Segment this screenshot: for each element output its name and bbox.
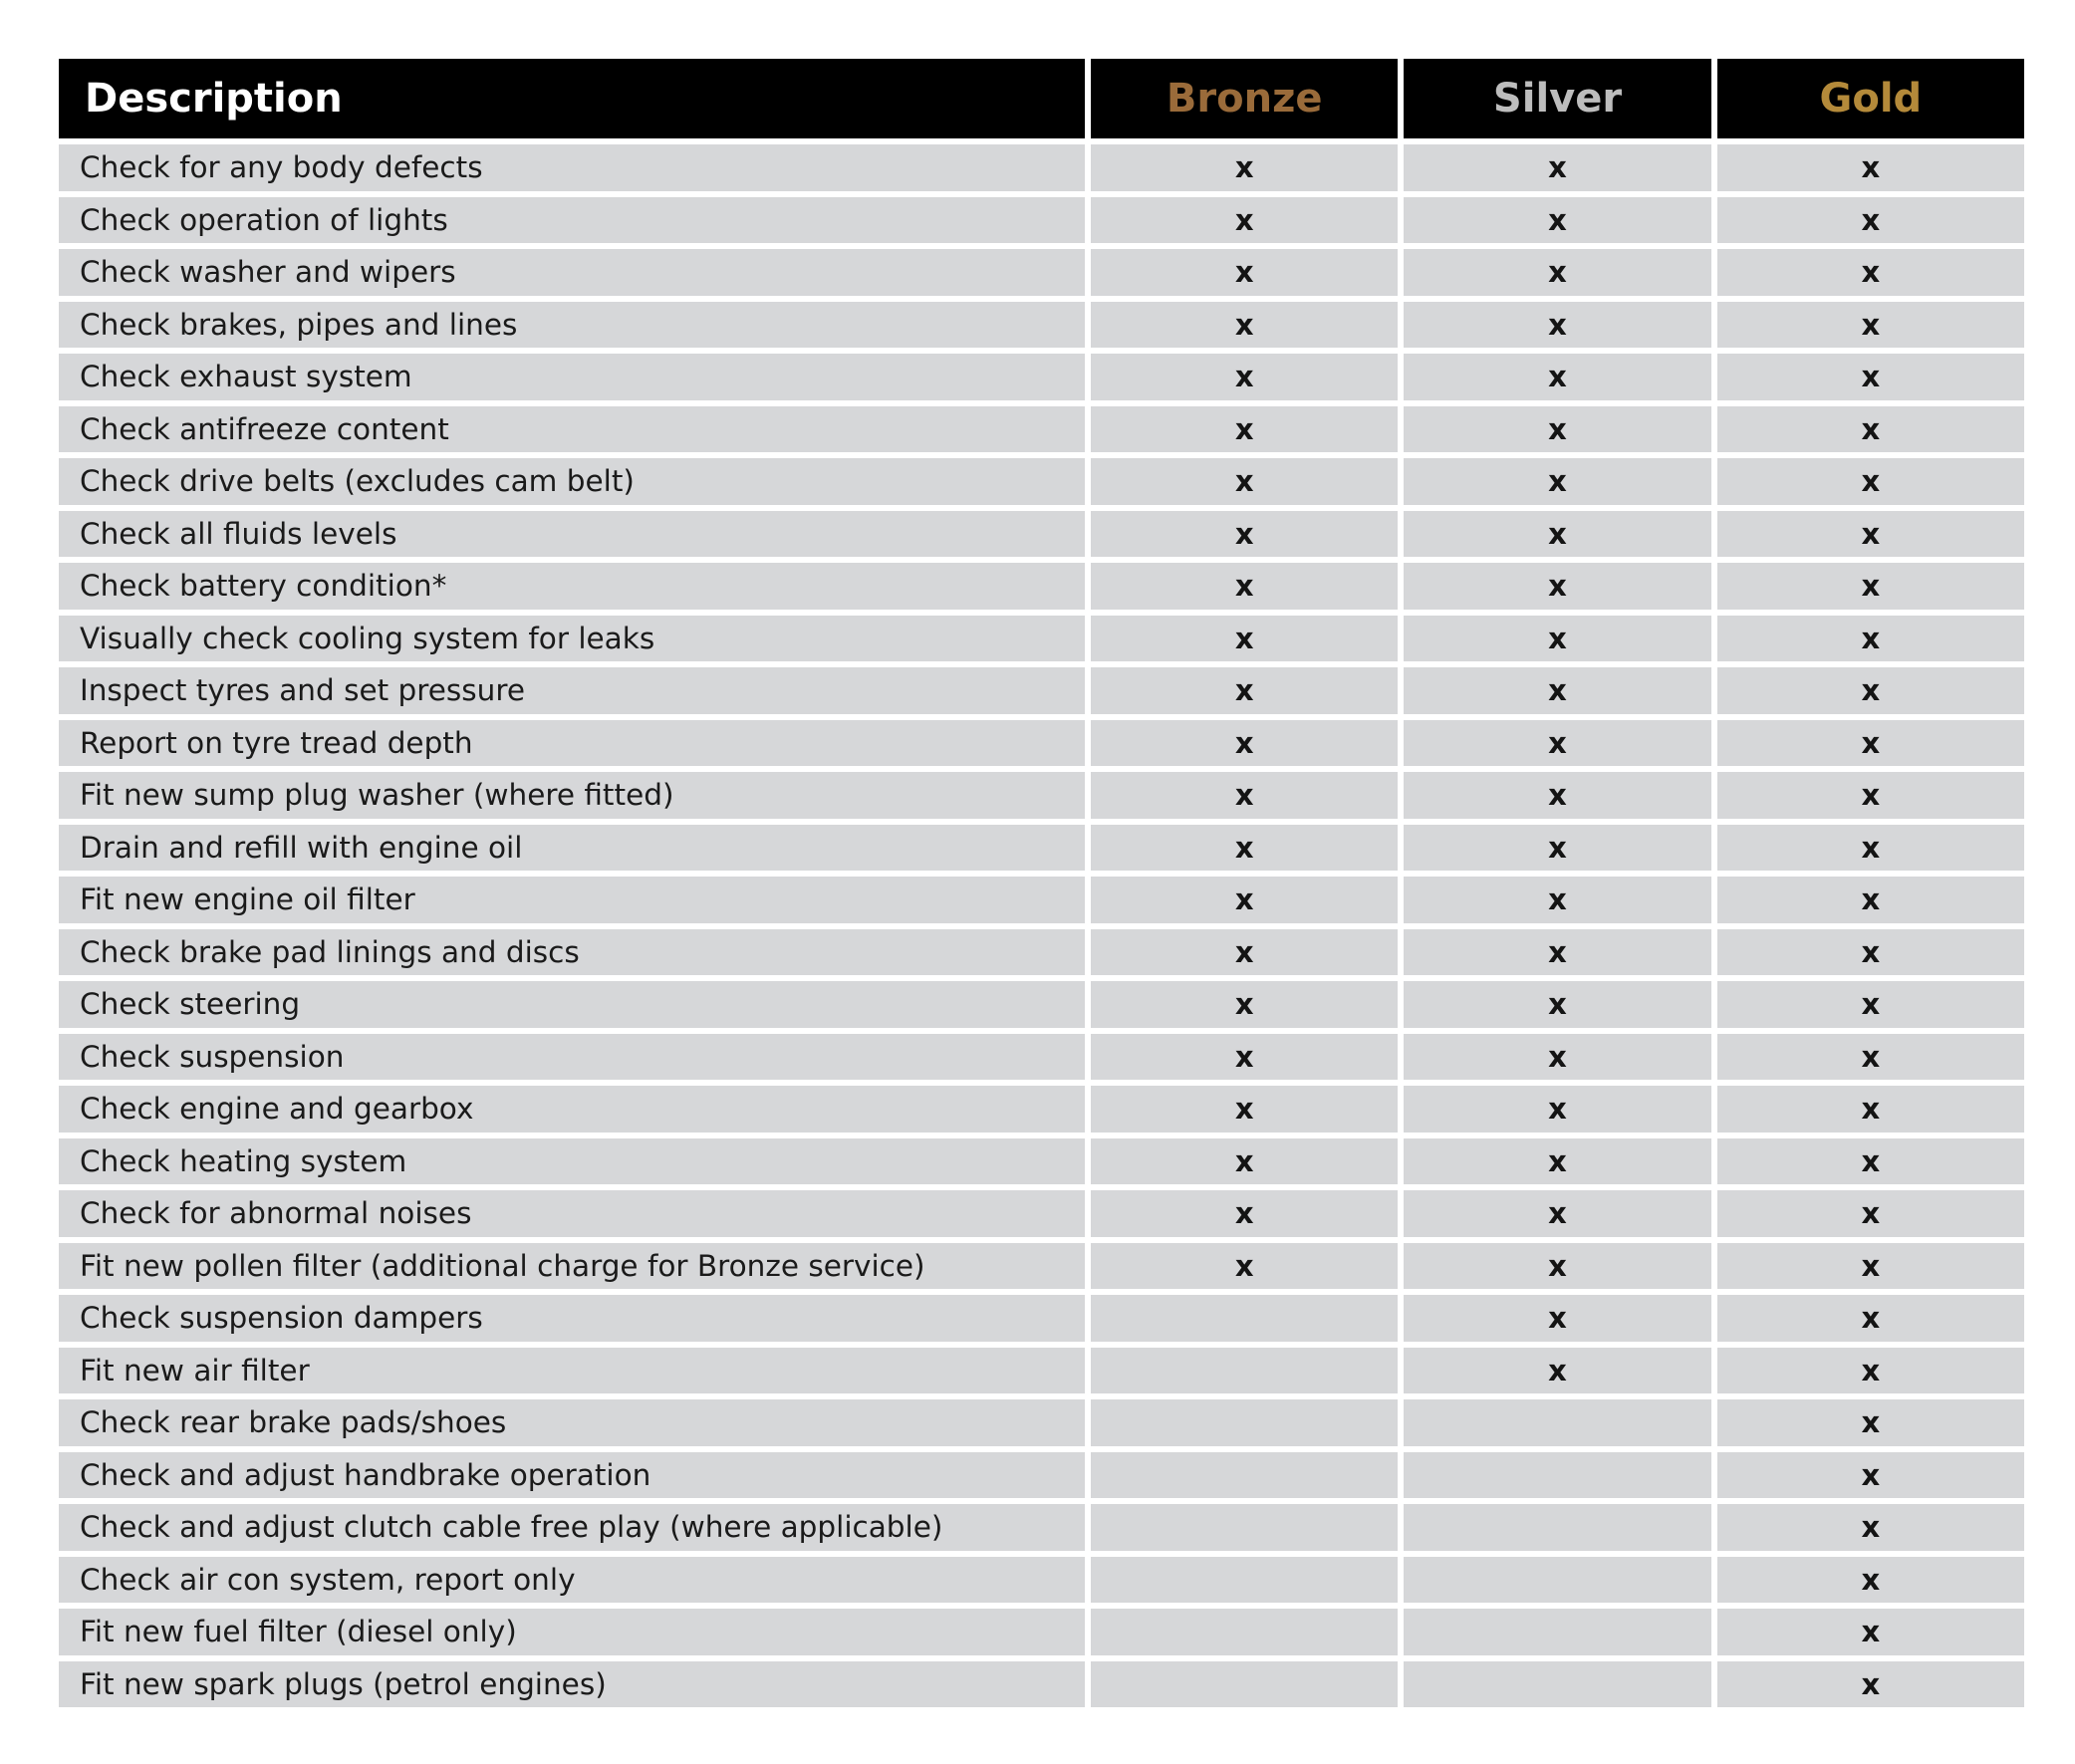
row-description: Check suspension dampers [59,1295,1085,1342]
table-row [59,1348,2024,1394]
table-row [59,1609,2024,1655]
row-description: Fit new spark plugs (petrol engines) [59,1661,1085,1708]
table-row [59,302,2024,349]
cell-bronze-mark: x [1091,1086,1398,1133]
table-row [59,354,2024,400]
cell-gold-mark: x [1717,772,2024,819]
cell-silver-mark: x [1404,1243,1710,1290]
cell-silver-mark: x [1404,981,1710,1028]
cell-gold-mark: x [1717,249,2024,296]
row-description: Check rear brake pads/shoes [59,1399,1085,1446]
cell-silver-mark [1404,1609,1710,1655]
cell-silver-mark: x [1404,511,1710,558]
cell-silver-mark: x [1404,406,1710,453]
service-comparison-table-container [59,59,2024,1707]
table-row [59,1452,2024,1499]
cell-gold-mark: x [1717,1661,2024,1708]
cell-silver-mark: x [1404,1295,1710,1342]
cell-gold-mark: x [1717,616,2024,662]
table-row [59,406,2024,453]
cell-bronze-mark: x [1091,929,1398,976]
cell-bronze-mark: x [1091,511,1398,558]
table-header [59,59,2024,138]
cell-bronze-mark: x [1091,1243,1398,1290]
cell-gold-mark: x [1717,511,2024,558]
cell-silver-mark: x [1404,667,1710,714]
cell-bronze-mark: x [1091,144,1398,191]
cell-bronze-mark: x [1091,877,1398,923]
row-description: Visually check cooling system for leaks [59,616,1085,662]
table-body [59,144,2024,1707]
cell-bronze-mark: x [1091,772,1398,819]
cell-bronze-mark [1091,1609,1398,1655]
table-row [59,825,2024,872]
cell-bronze-mark: x [1091,667,1398,714]
row-description: Check heating system [59,1138,1085,1185]
row-description: Fit new fuel filter (diesel only) [59,1609,1085,1655]
cell-bronze-mark: x [1091,1138,1398,1185]
cell-bronze-mark [1091,1661,1398,1708]
table-row [59,1138,2024,1185]
row-description: Check engine and gearbox [59,1086,1085,1133]
cell-silver-mark: x [1404,616,1710,662]
row-description: Check exhaust system [59,354,1085,400]
cell-silver-mark: x [1404,249,1710,296]
cell-bronze-mark: x [1091,825,1398,872]
cell-silver-mark: x [1404,458,1710,505]
table-row [59,458,2024,505]
cell-silver-mark: x [1404,720,1710,767]
cell-silver-mark: x [1404,825,1710,872]
row-description: Check for any body defects [59,144,1085,191]
table-row [59,1295,2024,1342]
row-description: Check steering [59,981,1085,1028]
cell-bronze-mark: x [1091,197,1398,244]
cell-silver-mark [1404,1452,1710,1499]
table-row [59,929,2024,976]
cell-bronze-mark: x [1091,1034,1398,1081]
cell-bronze-mark: x [1091,1190,1398,1237]
table-row [59,511,2024,558]
cell-silver-mark: x [1404,929,1710,976]
cell-gold-mark: x [1717,197,2024,244]
row-description: Check and adjust clutch cable free play (where applicable) [59,1504,1085,1551]
cell-bronze-mark [1091,1399,1398,1446]
cell-gold-mark: x [1717,144,2024,191]
cell-bronze-mark: x [1091,406,1398,453]
cell-silver-mark: x [1404,1086,1710,1133]
row-description: Check and adjust handbrake operation [59,1452,1085,1499]
cell-silver-mark: x [1404,1138,1710,1185]
row-description: Fit new pollen filter (additional charge for Bronze service) [59,1243,1085,1290]
row-description: Fit new air filter [59,1348,1085,1394]
cell-silver-mark [1404,1399,1710,1446]
cell-gold-mark: x [1717,1086,2024,1133]
header-tier-silver: Silver [1404,59,1710,138]
cell-gold-mark: x [1717,1295,2024,1342]
cell-gold-mark: x [1717,1399,2024,1446]
cell-silver-mark [1404,1661,1710,1708]
cell-gold-mark: x [1717,825,2024,872]
row-description: Check all fluids levels [59,511,1085,558]
table-row [59,197,2024,244]
cell-gold-mark: x [1717,1190,2024,1237]
cell-silver-mark [1404,1557,1710,1604]
table-row [59,981,2024,1028]
cell-gold-mark: x [1717,1138,2024,1185]
header-row [59,59,2024,138]
cell-gold-mark: x [1717,1348,2024,1394]
row-description: Check brakes, pipes and lines [59,302,1085,349]
row-description: Check drive belts (excludes cam belt) [59,458,1085,505]
header-tier-gold: Gold [1717,59,2024,138]
table-row [59,616,2024,662]
table-row [59,1504,2024,1551]
table-row [59,877,2024,923]
row-description: Fit new engine oil filter [59,877,1085,923]
row-description: Check for abnormal noises [59,1190,1085,1237]
table-row [59,1243,2024,1290]
table-row [59,1661,2024,1708]
table-row [59,563,2024,610]
row-description: Inspect tyres and set pressure [59,667,1085,714]
table-row [59,1557,2024,1604]
row-description: Check antifreeze content [59,406,1085,453]
cell-gold-mark: x [1717,1243,2024,1290]
cell-gold-mark: x [1717,929,2024,976]
header-description: Description [59,59,1085,138]
cell-silver-mark: x [1404,1348,1710,1394]
cell-silver-mark: x [1404,302,1710,349]
cell-gold-mark: x [1717,720,2024,767]
cell-gold-mark: x [1717,877,2024,923]
cell-bronze-mark: x [1091,354,1398,400]
cell-silver-mark: x [1404,1190,1710,1237]
cell-bronze-mark: x [1091,616,1398,662]
cell-bronze-mark: x [1091,458,1398,505]
table-row [59,720,2024,767]
cell-gold-mark: x [1717,1609,2024,1655]
row-description: Check operation of lights [59,197,1085,244]
cell-gold-mark: x [1717,354,2024,400]
cell-bronze-mark: x [1091,249,1398,296]
table-row [59,667,2024,714]
row-description: Check battery condition* [59,563,1085,610]
cell-bronze-mark [1091,1348,1398,1394]
cell-gold-mark: x [1717,406,2024,453]
cell-bronze-mark: x [1091,563,1398,610]
table-row [59,144,2024,191]
cell-silver-mark: x [1404,144,1710,191]
row-description: Drain and refill with engine oil [59,825,1085,872]
row-description: Report on tyre tread depth [59,720,1085,767]
header-tier-bronze: Bronze [1091,59,1398,138]
cell-gold-mark: x [1717,458,2024,505]
table-row [59,1034,2024,1081]
cell-bronze-mark [1091,1504,1398,1551]
cell-silver-mark: x [1404,1034,1710,1081]
row-description: Fit new sump plug washer (where fitted) [59,772,1085,819]
cell-gold-mark: x [1717,1557,2024,1604]
cell-silver-mark: x [1404,197,1710,244]
cell-bronze-mark: x [1091,302,1398,349]
row-description: Check brake pad linings and discs [59,929,1085,976]
table-row [59,249,2024,296]
cell-silver-mark: x [1404,877,1710,923]
cell-silver-mark: x [1404,354,1710,400]
cell-gold-mark: x [1717,302,2024,349]
cell-bronze-mark [1091,1452,1398,1499]
row-description: Check washer and wipers [59,249,1085,296]
cell-bronze-mark [1091,1295,1398,1342]
cell-silver-mark [1404,1504,1710,1551]
cell-gold-mark: x [1717,1034,2024,1081]
cell-bronze-mark [1091,1557,1398,1604]
table-row [59,1086,2024,1133]
cell-bronze-mark: x [1091,981,1398,1028]
service-comparison-table [53,53,2030,1713]
cell-silver-mark: x [1404,772,1710,819]
table-row [59,772,2024,819]
cell-gold-mark: x [1717,1452,2024,1499]
cell-gold-mark: x [1717,981,2024,1028]
table-row [59,1190,2024,1237]
cell-silver-mark: x [1404,563,1710,610]
cell-gold-mark: x [1717,563,2024,610]
cell-gold-mark: x [1717,667,2024,714]
row-description: Check suspension [59,1034,1085,1081]
cell-gold-mark: x [1717,1504,2024,1551]
table-row [59,1399,2024,1446]
row-description: Check air con system, report only [59,1557,1085,1604]
cell-bronze-mark: x [1091,720,1398,767]
